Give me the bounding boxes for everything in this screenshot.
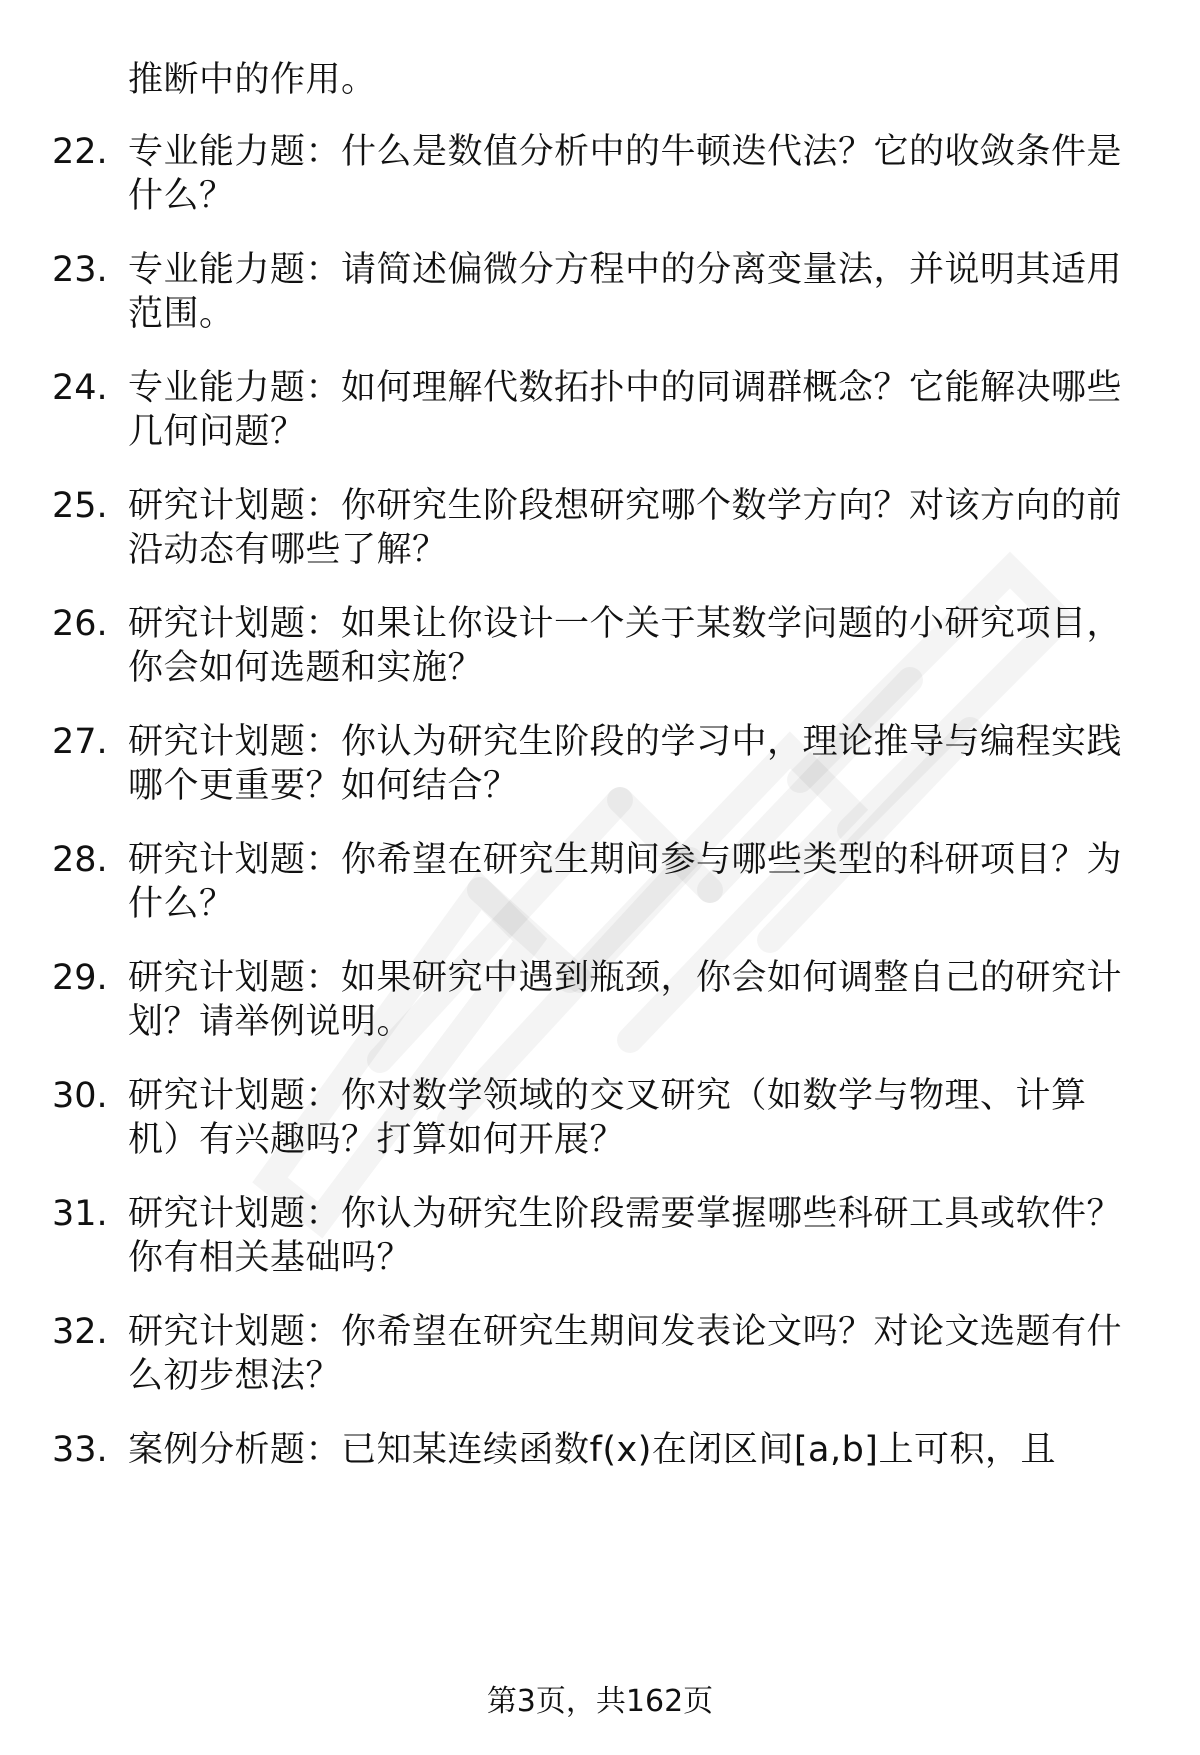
item-text-line: 研究计划题：如果让你设计一个关于某数学问题的小研究项目， [128,604,1123,644]
item-text-line: 研究计划题：你希望在研究生期间发表论文吗？对论文选题有什 [128,1312,1123,1352]
item-number: 23. [52,250,108,290]
item-text-line: 研究计划题：如果研究中遇到瓶颈，你会如何调整自己的研究计 [128,958,1123,998]
item-text-line: 划？请举例说明。 [128,1002,413,1042]
item-text-line: 么初步想法？ [128,1356,342,1396]
item-number: 25. [52,486,108,526]
item-text-line: 研究计划题：你对数学领域的交叉研究（如数学与物理、计算 [128,1076,1087,1116]
item-text-line: 专业能力题：请简述偏微分方程中的分离变量法，并说明其适用 [128,250,1123,290]
item-number: 30. [52,1076,108,1116]
item-text-line: 范围。 [128,294,235,334]
item-text-line: 机）有兴趣吗？打算如何开展？ [128,1120,626,1160]
item-number: 22. [52,132,108,172]
item-text-line: 什么？ [128,176,235,216]
item-text-line: 哪个更重要？如何结合？ [128,766,519,806]
item-text-line: 沿动态有哪些了解？ [128,530,448,570]
item-text-line: 专业能力题：如何理解代数拓扑中的同调群概念？它能解决哪些 [128,368,1123,408]
item-text-line: 研究计划题：你希望在研究生期间参与哪些类型的科研项目？为 [128,840,1123,880]
item-text-line: 研究计划题：你认为研究生阶段需要掌握哪些科研工具或软件？ [128,1194,1123,1234]
item-text-line: 什么？ [128,884,235,924]
continuation-text: 推断中的作用。 [128,60,377,100]
item-text-line: 研究计划题：你研究生阶段想研究哪个数学方向？对该方向的前 [128,486,1123,526]
page-footer: 第3页，共162页 [486,1684,714,1719]
item-number: 29. [52,958,108,998]
item-number: 24. [52,368,108,408]
item-number: 28. [52,840,108,880]
item-text-line: 研究计划题：你认为研究生阶段的学习中，理论推导与编程实践 [128,722,1123,762]
item-text-line: 案例分析题：已知某连续函数f(x)在闭区间[a,b]上可积，且 [128,1430,1056,1470]
item-number: 26. [52,604,108,644]
item-number: 32. [52,1312,108,1352]
item-text-line: 你会如何选题和实施？ [128,648,484,688]
item-text-line: 几何问题？ [128,412,306,452]
item-number: 27. [52,722,108,762]
item-text-line: 专业能力题：什么是数值分析中的牛顿迭代法？它的收敛条件是 [128,132,1123,172]
item-text-line: 你有相关基础吗？ [128,1238,413,1278]
item-number: 31. [52,1194,108,1234]
item-number: 33. [52,1430,108,1470]
